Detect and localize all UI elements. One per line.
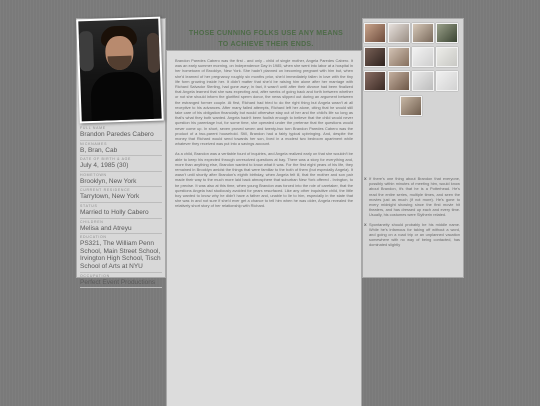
page-title: THOSE CUNNING FOLKS USE ANY MEANS TO ACHIEVE THEIR ENDS. <box>188 30 344 48</box>
fact-value: July 4, 1985 (30) <box>80 162 162 172</box>
bullet-text: If there's one thing about Brandon that everyone, possibly within minutes of meeting him, would know about Brandon, it's that he is a Potterhead. He's read the entire series, multiple times, and seen the movies just as much (if not more). He's gone to every midnight showing since the first movie hit theaters, and has dressed up each and every time. Usually, his costumes were Slytherin related. <box>369 176 460 218</box>
photo-thumbnail-3-icon[interactable] <box>412 23 434 43</box>
list-item <box>364 222 460 248</box>
fact-value: PS321, The William Penn School, Main Street School, Irvington High School, Tisch School of Arts at NYU <box>80 240 162 272</box>
photo-thumbnail-11-icon[interactable] <box>412 71 434 91</box>
fact-value: Brandon Paredes Cabero <box>80 131 162 141</box>
photo-thumbnail-9-icon[interactable] <box>364 71 386 91</box>
photo-thumbnail-6-icon[interactable] <box>388 47 410 67</box>
fact-label: OCCUPATION <box>80 273 110 278</box>
bullet-marker: X <box>364 221 367 227</box>
list-item <box>364 176 460 218</box>
photo-thumbnail-2-icon[interactable] <box>388 23 410 43</box>
profile-photo <box>76 17 164 124</box>
fact-value: Perfect Event Productions <box>80 279 162 289</box>
fact-label: EDUCATION <box>80 235 107 240</box>
fact-label: CURRENT RESIDENCE <box>80 188 131 193</box>
trivia-list <box>364 176 460 252</box>
article-panel <box>166 50 362 406</box>
fact-label: NICKNAMES <box>80 141 108 146</box>
photo-thumbnail-12-icon[interactable] <box>436 71 458 91</box>
profile-facts <box>80 126 162 289</box>
fact-value: Melisa and Atreyu <box>80 225 162 235</box>
fact-value: Married to Holly Cabero <box>80 209 162 219</box>
fact-label: DATE OF BIRTH & AGE <box>80 157 132 162</box>
photo-thumbnail-8-icon[interactable] <box>436 47 458 67</box>
fact-label: HOMETOWN <box>80 172 107 177</box>
photo-thumbnail-7-icon[interactable] <box>412 47 434 67</box>
photo-thumbnail-10-icon[interactable] <box>388 71 410 91</box>
fact-label: STATUS <box>80 203 98 208</box>
bullet-marker: X <box>364 176 367 181</box>
photo-thumbnail-1-icon[interactable] <box>364 23 386 43</box>
article-paragraph: As a child, Brandon was a veritable fount of inquiries, and Angela realized early on that she wouldn't be able to keep his expected through unresolved questions at bay. There was a story for everything and, more than anything else, Brandon wanted to know what it was. For the first eight years of his life, they remained in Brooklyn amidst the things that were familiar to the both of them (but especially Angela). It wasn't until shortly after Brandon's eighth birthday, when Angela felt ill, that the mother and son pair made their way to the much more laid back atmosphere that suburban New York offered - Irvington, to be precise. It was also at this time, when young Brandon was forced into the role of caretaker, that the questions Angela had studiously avoided for years resurfaced. Like any other inquisitive child, the little boy wanted to know why he didn't have a father and, unable to lie to him, especially in the state that she was in and not sure if she'd ever get a chance to tell him when he was older, Angela revealed the relatively short story of her relationship with Richard. <box>175 151 353 209</box>
photo-thumbnail-13-icon[interactable] <box>400 96 422 116</box>
fact-value: Brooklyn, New York <box>80 178 162 188</box>
photo-thumbnail-4-icon[interactable] <box>436 23 458 43</box>
article-paragraph: Brandon Paredes Cabero was the first - and only - child of single mother, Angela Paredes Cabero. It was an early summer morning, on Independence Day in 1985, when she went into labor at a hospital in her hometown of Brooklyn, New York. She hadn't planned on becoming pregnant with him but, when she'd learned of her pregnancy roughly six months prior, she'd immediately fallen in love with the tiny life form growing inside her. It didn't matter that she'd be raising him alone after her marriage with Richard Salvador Sterling, had gone awry; in fact, it wasn't until after their divorce had been finalized that Angela learned that she was expecting and, after weeks of going back and forth between whether or not she should inform the glorified sperm donor, the news slipped out during an argument between the estranged former couple. At first, Richard had tried to do the right thing but Angela wasn't at all receptive to his advances. After many failed attempts, Richard left her alone, citing that he would still take care of his obligation financially but would otherwise stay out of her and the child's life so long as that's what they both wanted. Angela hadn't been foolish enough to believe that the child would never question his parentage but, for some time, she operated under the pretense that the questions would never come up. In short, seven proved seven and twenty-two turn Brandon Paredes Cabero was the product of a two-parent household. Still, Brandon had a fairly typical upbringing. And, despite the money that Richard would send towards her son, lived in a modest two bedroom apartment while whatever they received was put into a savings account. <box>175 58 353 147</box>
fact-value: B, Bran, Cab <box>80 147 162 157</box>
bullet-text: Spontaneity should probably be his middle name. While he's infamous for taking off without a word, and going on a road trip or an unplanned vacation somewhere with no way of being contacted, has dominated slightly <box>369 221 460 248</box>
photo-thumbnail-5-icon[interactable] <box>364 47 386 67</box>
fact-value: Tarrytown, New York <box>80 193 162 203</box>
fact-label: FULL NAME <box>80 126 106 130</box>
portrait-photo-icon <box>78 19 161 122</box>
fact-label: CHILDREN <box>80 219 104 224</box>
biography-text <box>167 51 361 221</box>
